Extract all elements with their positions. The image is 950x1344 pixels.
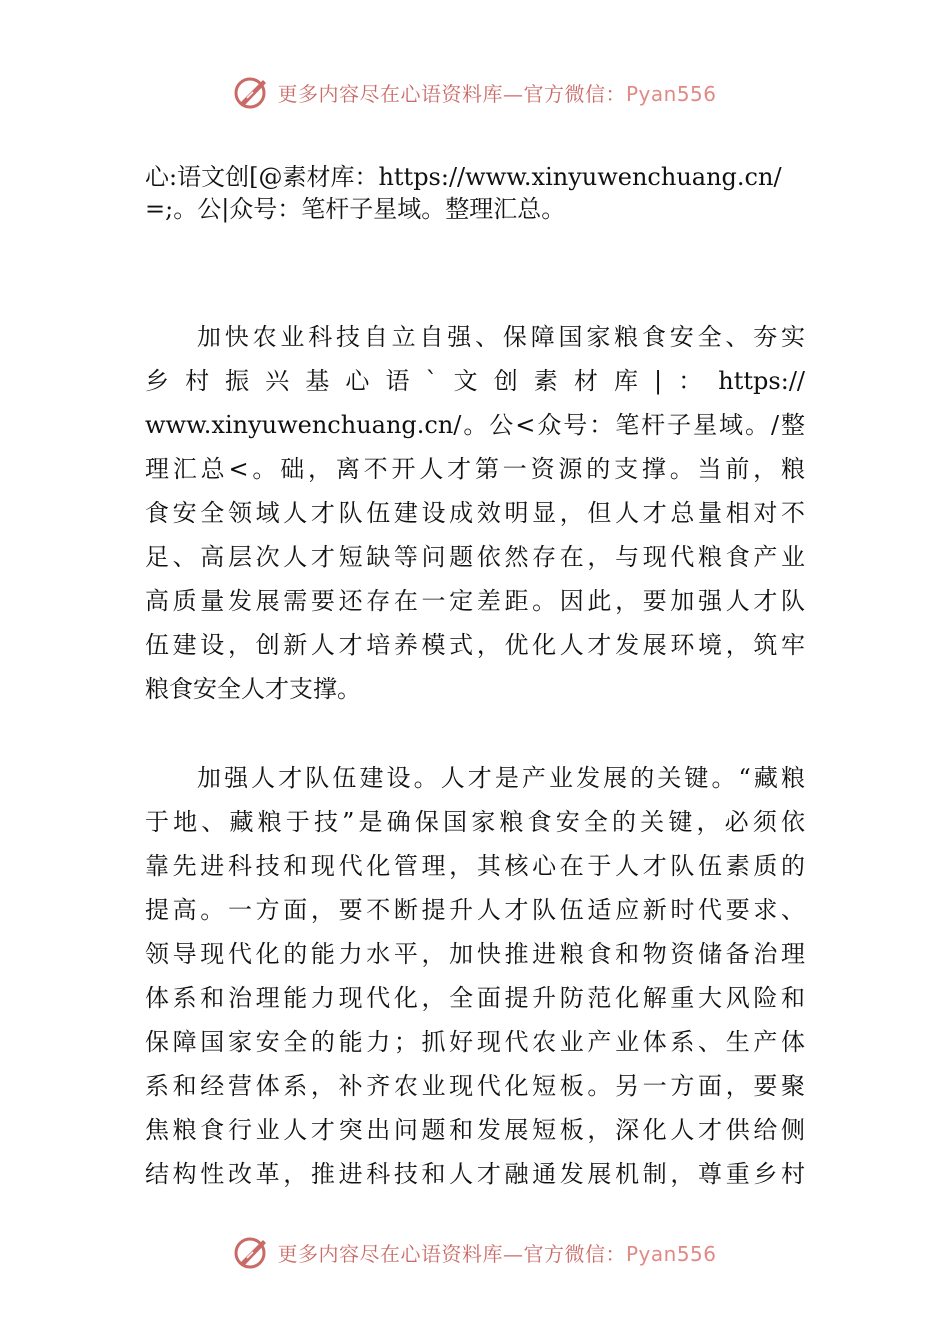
paragraph-line: 焦粮食行业人才突出问题和发展短板，深化人才供给侧 (145, 1116, 805, 1144)
watermark-text: 更多内容尽在心语资料库—官方微信：Pyan556 (277, 81, 717, 106)
paragraph-line: 足、高层次人才短缺等问题依然存在，与现代粮食产业 (145, 543, 805, 571)
paragraph-line: 保障国家安全的能力；抓好现代农业产业体系、生产体 (145, 1028, 805, 1056)
watermark-banner-bottom (0, 1230, 950, 1274)
header-line: 心:语文创[@素材库：https://www.xinyuwenchuang.cn/ (145, 163, 782, 191)
paragraph-line: 伍建设，创新人才培养模式，优化人才发展环境，筑牢 (145, 631, 805, 659)
paragraph-line: 于地、藏粮于技”是确保国家粮食安全的关键，必须依 (145, 808, 805, 836)
quill-logo-icon (233, 1234, 269, 1270)
paragraph-line: 乡村振兴基心语`文创素材库|：https:// (145, 367, 805, 395)
header-line: =;。公|众号：笔杆子星域。整理汇总。 (145, 195, 566, 223)
paragraph-line: 理汇总<。础，离不开人才第一资源的支撑。当前，粮 (145, 455, 805, 483)
watermark-banner-top (0, 70, 950, 114)
paragraph-line: 领导现代化的能力水平，加快推进粮食和物资储备治理 (145, 940, 805, 968)
paragraph-line: 靠先进科技和现代化管理，其核心在于人才队伍素质的 (145, 852, 805, 880)
paragraph-line: 体系和治理能力现代化，全面提升防范化解重大风险和 (145, 984, 805, 1012)
paragraph-line: 结构性改革，推进科技和人才融通发展机制，尊重乡村 (145, 1160, 805, 1188)
watermark-text: 更多内容尽在心语资料库—官方微信：Pyan556 (277, 1241, 717, 1266)
paragraph-line: 高质量发展需要还存在一定差距。因此，要加强人才队 (145, 587, 805, 615)
paragraph-line: 提高。一方面，要不断提升人才队伍适应新时代要求、 (145, 896, 805, 924)
paragraph-line: 粮食安全人才支撑。 (145, 675, 361, 703)
paragraph-line: 加强人才队伍建设。人才是产业发展的关键。“藏粮 (197, 764, 805, 792)
paragraph-line: 加快农业科技自立自强、保障国家粮食安全、夯实 (197, 323, 805, 351)
paragraph-line: 系和经营体系，补齐农业现代化短板。另一方面，要聚 (145, 1072, 805, 1100)
paragraph-line: www.xinyuwenchuang.cn/。公<众号：笔杆子星域。/整 (145, 411, 805, 439)
quill-logo-icon (233, 74, 269, 110)
paragraph-line: 食安全领域人才队伍建设成效明显，但人才总量相对不 (145, 499, 805, 527)
